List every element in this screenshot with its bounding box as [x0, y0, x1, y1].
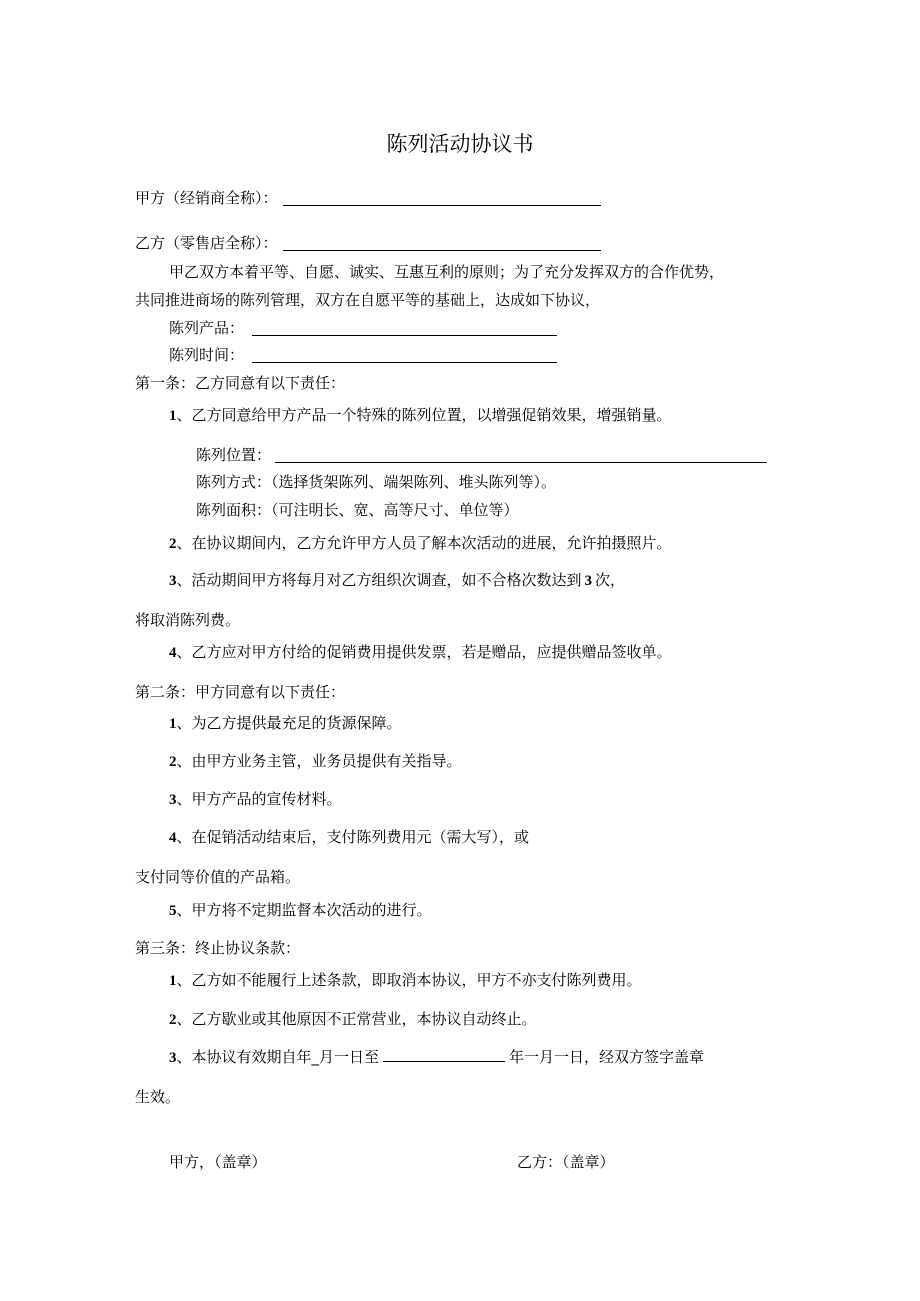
intro-line-1: 甲乙双方本着平等、自愿、诚实、互惠互利的原则；为了充分发挥双方的合作优势，: [169, 263, 725, 281]
item-text: 、乙方应对甲方付给的促销费用提供发票，若是赠品，应提供赠品签收单。: [176, 643, 672, 661]
item-text: 次，: [595, 571, 626, 589]
item-text: 、本协议有效期自年_月一日至: [176, 1048, 380, 1066]
item-number: 2: [169, 536, 177, 552]
display-position-label: 陈列位置：: [196, 446, 272, 464]
article-1-item-3-cont: 将取消陈列费。: [135, 611, 241, 629]
item-number: 1: [169, 973, 177, 989]
item-number: 3: [169, 792, 177, 808]
article-2-item-2: [169, 751, 462, 772]
display-time-blank: [252, 362, 557, 363]
display-product-label: 陈列产品：: [169, 319, 245, 337]
item-text: 、甲方将不定期监督本次活动的进行。: [176, 901, 432, 919]
signature-party-a: 甲方，（盖章）: [169, 1153, 267, 1171]
article-2-item-1: [169, 713, 402, 734]
article-1-item-3: [169, 570, 625, 591]
document-title: 陈列活动协议书: [386, 132, 534, 156]
item-number: 2: [169, 754, 177, 770]
article-3-heading: 第三条：终止协议条款：: [135, 939, 301, 957]
article-1-item-4: [169, 642, 672, 663]
item-number: 3: [169, 573, 177, 589]
party-b-blank: [283, 250, 601, 251]
item-number: 4: [169, 830, 177, 846]
item-text: 、由甲方业务主管，业务员提供有关指导。: [176, 752, 462, 770]
item-text: 、乙方同意给甲方产品一个特殊的陈列位置，以增强促销效果，增强销量。: [176, 406, 672, 424]
validity-blank: [383, 1047, 505, 1062]
article-2-item-3: [169, 789, 342, 810]
signature-party-b: 乙方：（盖章）: [517, 1153, 615, 1171]
item-text: 、活动期间甲方将每月对乙方组织次调查，如不合格次数达到: [176, 571, 582, 589]
intro-line-2: 共同推进商场的陈列管理，双方在自愿平等的基础上，达成如下协议，: [135, 291, 601, 309]
article-1-item-2: [169, 533, 672, 554]
item-text: 年一月一日，经双方签字盖章: [509, 1048, 705, 1066]
article-1-item-1: [169, 405, 672, 426]
item-number: 2: [169, 1012, 177, 1028]
article-2-item-4-cont: 支付同等价值的产品箱。: [135, 868, 301, 886]
party-a-blank: [283, 205, 601, 206]
item-number: 1: [169, 716, 177, 732]
item-text: 、在促销活动结束后，支付陈列费用元（需大写），或: [176, 828, 530, 846]
item-text: 、甲方产品的宣传材料。: [176, 790, 342, 808]
article-3-item-3: [169, 1047, 704, 1068]
item-number: 5: [169, 903, 177, 919]
party-a-label: 甲方（经销商全称）：: [135, 189, 278, 207]
party-b-label: 乙方（零售店全称）：: [135, 234, 278, 252]
display-time-label: 陈列时间：: [169, 346, 245, 364]
article-3-item-1: [169, 970, 642, 991]
display-product-blank: [252, 335, 557, 336]
article-2-heading: 第二条：甲方同意有以下责任：: [135, 683, 346, 701]
item-text: 、乙方如不能履行上述条款，即取消本协议，甲方不亦支付陈列费用。: [176, 971, 642, 989]
display-position-blank: [275, 462, 767, 463]
item-text: 、为乙方提供最充足的货源保障。: [176, 714, 402, 732]
fail-count: 3: [584, 573, 593, 589]
article-3-item-2: [169, 1009, 537, 1030]
article-2-item-4: [169, 827, 529, 848]
item-number: 3: [169, 1050, 177, 1066]
item-text: 、乙方歇业或其他原因不正常营业，本协议自动终止。: [176, 1010, 537, 1028]
display-method-text: 陈列方式：（选择货架陈列、端架陈列、堆头陈列等）。: [196, 473, 557, 491]
article-3-item-3-cont: 生效。: [135, 1088, 181, 1106]
item-text: 、在协议期间内，乙方允许甲方人员了解本次活动的进展，允许拍摄照片。: [176, 534, 672, 552]
article-2-item-5: [169, 900, 432, 921]
item-number: 4: [169, 645, 177, 661]
item-number: 1: [169, 408, 177, 424]
article-1-heading: 第一条：乙方同意有以下责任：: [135, 374, 346, 392]
display-area-text: 陈列面积：（可注明长、宽、高等尺寸、单位等）: [196, 501, 519, 519]
